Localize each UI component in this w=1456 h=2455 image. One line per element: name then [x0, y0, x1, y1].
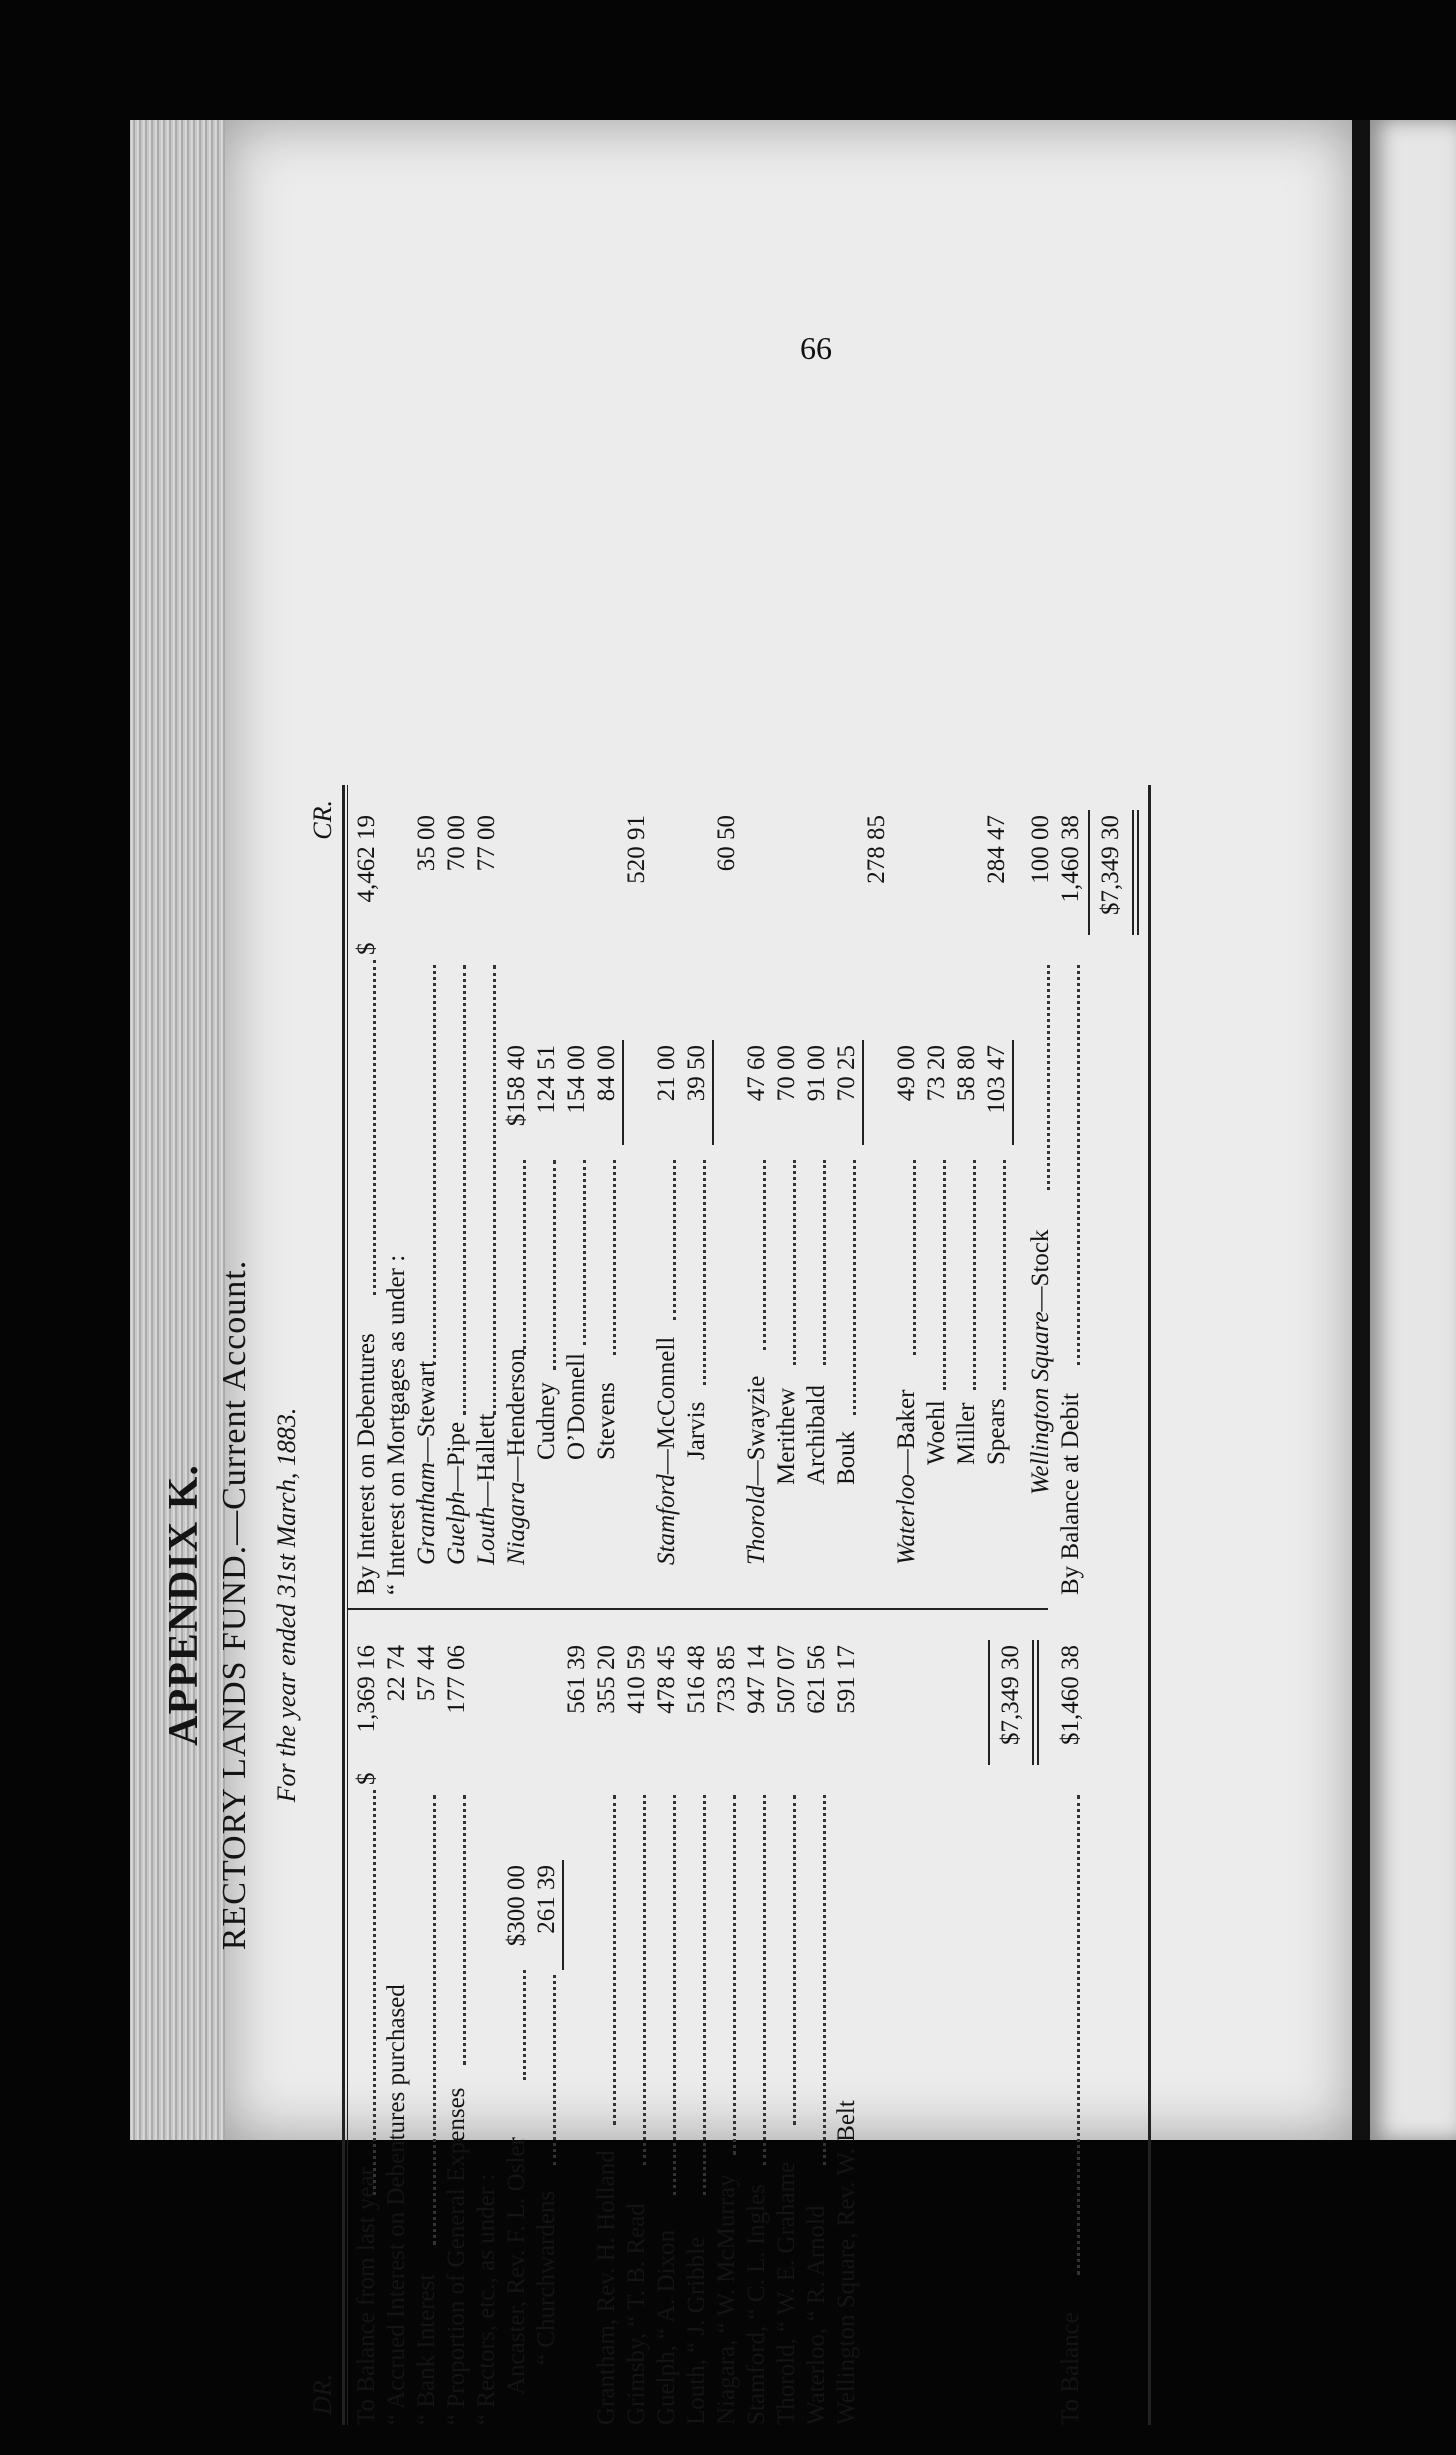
ledger-row [832, 785, 862, 1595]
sub-amount: 70 00 [773, 1045, 800, 1102]
entry-amount: 177 06 [443, 1645, 470, 1714]
entry-label: “ Interest on Mortgages as under : [383, 1254, 410, 1595]
sub-amount: 58 80 [953, 1045, 980, 1102]
to-balance-label: To Balance [1057, 2312, 1084, 2425]
ledger-row [532, 1625, 562, 2425]
rotated-ledger [160, 755, 1160, 2455]
sub-amount: 39 50 [683, 1045, 710, 1102]
ledger-row [412, 785, 442, 1595]
entry-amount: 478 45 [653, 1645, 680, 1714]
ledger-row [1026, 785, 1056, 1595]
leader-dots [793, 1795, 796, 2125]
sub-amount: 73 20 [923, 1045, 950, 1102]
entry-label: —Pipe [443, 1421, 470, 1492]
leader-dots [733, 1795, 736, 2155]
debit-mark: DR. [308, 2373, 337, 2415]
ledger-row [472, 1625, 502, 2425]
place-name: Grantham [413, 1462, 440, 1565]
entry-amount: 1,369 16 [353, 1645, 380, 1733]
ledger-row [682, 1625, 712, 2425]
leader-dots [703, 1160, 706, 1385]
place-name: Guelph [443, 1491, 470, 1565]
sub-amount: $158 40 [503, 1045, 530, 1127]
leader-dots [1077, 1795, 1080, 2275]
leader-dots [523, 1160, 526, 1355]
sub-amount: 124 51 [533, 1045, 560, 1114]
entry-label: Jarvis [683, 1401, 710, 1460]
entry-label: —Stewart [413, 1360, 440, 1463]
entry-label: Louth, “ J. Gribble [683, 2236, 710, 2425]
ledger-row [352, 785, 382, 1595]
debit-total: $7,349 30 [997, 1645, 1024, 1745]
appendix-title: APPENDIX K. [161, 1464, 207, 1746]
total-row [1096, 785, 1126, 1595]
place-name: Waterloo [893, 1474, 920, 1565]
ledger-row [832, 1625, 862, 2425]
entry-label: Miller [953, 1402, 980, 1465]
ledger-row [712, 785, 742, 1595]
leader-dots [973, 1160, 976, 1390]
entry-amount: 284 47 [983, 815, 1010, 884]
ledger-row [1056, 785, 1086, 1595]
leader-dots [373, 1790, 376, 2195]
ledger-row [382, 785, 412, 1595]
ledger-row [682, 785, 712, 1595]
entry-label: By Balance at Debit [1057, 1392, 1084, 1595]
ledger-row [802, 1625, 832, 2425]
sub-amount: 261 39 [533, 1865, 560, 1934]
entry-label: Merithew [773, 1387, 800, 1485]
entry-label: Spears [983, 1398, 1010, 1465]
leader-dots [523, 1970, 526, 2080]
entry-label: Woehl [923, 1400, 950, 1465]
total-double-rule [1137, 810, 1139, 935]
entry-amount: 947 14 [743, 1645, 770, 1714]
sub-amount: $300 00 [503, 1865, 530, 1947]
entry-amount: 77 00 [473, 815, 500, 872]
ledger-row [592, 785, 622, 1595]
sub-amount: 91 00 [803, 1045, 830, 1102]
sub-amount: 21 00 [653, 1045, 680, 1102]
ledger-row [532, 785, 562, 1595]
entry-label: Stamford, “ C. L. Ingles [743, 2184, 770, 2425]
sub-amount: 70 25 [833, 1045, 860, 1102]
ledger-row [742, 1625, 772, 2425]
subtotal-rule [1012, 1040, 1014, 1145]
period-line: For the year ended 31st March, 1883. [272, 1407, 301, 1803]
ledger-row [562, 785, 592, 1595]
entry-label: “ Rectors, etc., as under : [473, 2173, 500, 2425]
leader-dots [853, 1160, 856, 1415]
ledger-row [442, 1625, 472, 2425]
ledger-row [772, 785, 802, 1595]
ledger-row [862, 785, 892, 1595]
entry-amount: 22 74 [383, 1645, 410, 1702]
total-double-rule [1132, 810, 1134, 935]
entry-amount: 520 91 [623, 815, 650, 884]
leader-dots [673, 1795, 676, 2195]
leader-dots [643, 1795, 646, 2165]
entry-label: Archibald [803, 1385, 830, 1485]
ledger-row [982, 785, 1012, 1595]
entry-label: Niagara, “ W. McMurray [713, 2174, 740, 2425]
fund-title: RECTORY LANDS FUND.—Current Account. [216, 1259, 253, 1951]
ledger-row [712, 1625, 742, 2425]
entry-amount: 278 85 [863, 815, 890, 884]
entry-label: —Swayzie [743, 1375, 770, 1486]
total-rule [1088, 810, 1090, 935]
entry-label: By Interest on Debentures [353, 1333, 380, 1595]
entry-amount: 410 59 [623, 1645, 650, 1714]
entry-label: —Baker [893, 1389, 920, 1475]
center-divider [348, 1608, 1048, 1610]
ledger-row [742, 785, 772, 1595]
entry-label: —McConnell [653, 1336, 680, 1475]
ledger-row [622, 1625, 652, 2425]
entry-label: “ Proportion of General Expenses [443, 2087, 470, 2425]
leader-dots [553, 1975, 556, 2165]
leader-dots [1003, 1160, 1006, 1390]
leader-dots [493, 965, 496, 1415]
bottom-rule [1148, 785, 1151, 2425]
leader-dots [703, 1795, 706, 2195]
entry-label: O’Donnell [563, 1353, 590, 1460]
leader-dots [793, 1160, 796, 1365]
leader-dots [433, 965, 436, 1365]
leader-dots [913, 1160, 916, 1355]
entry-amount: 355 20 [593, 1645, 620, 1714]
leader-dots [613, 1795, 616, 2125]
credit-mark: CR. [308, 800, 337, 840]
credit-total: $7,349 30 [1097, 815, 1124, 915]
entry-label: Guelph, “ A. Dixon [653, 2229, 680, 2425]
ledger-row [442, 785, 472, 1595]
ledger-row [412, 1625, 442, 2425]
dollar-sign: $ [353, 942, 380, 955]
entry-label: “ Bank Interest [413, 2273, 440, 2425]
place-name: Niagara [503, 1481, 530, 1565]
sub-amount: 47 60 [743, 1045, 770, 1102]
leader-dots [823, 1160, 826, 1365]
entry-amount: 4,462 19 [353, 815, 380, 903]
total-rule [988, 1640, 990, 1765]
entry-label: To Balance from last year [353, 2167, 380, 2425]
place-name: Louth [473, 1506, 500, 1565]
ledger-row [472, 785, 502, 1595]
place-name: Thorold [743, 1485, 770, 1565]
total-double-rule [1032, 1640, 1034, 1765]
ledger-row [892, 785, 922, 1595]
place-name: Wellington Square [1027, 1311, 1054, 1495]
leader-dots [463, 965, 466, 1415]
entry-amount: 561 39 [563, 1645, 590, 1714]
place-name: Stamford [653, 1474, 680, 1565]
entry-amount: 60 50 [713, 815, 740, 872]
ledger-row [562, 1625, 592, 2425]
entry-amount: 1,460 38 [1057, 815, 1084, 903]
balance-row [1056, 1625, 1086, 2425]
entry-amount: 733 85 [713, 1645, 740, 1714]
sub-amount: 84 00 [593, 1045, 620, 1102]
entry-label: Grantham, Rev. H. Holland [593, 2150, 620, 2425]
sub-amount: 103 47 [983, 1045, 1010, 1114]
ledger-row [502, 1625, 532, 2425]
entry-label: Ancaster, Rev. F. L. Osler [503, 2137, 530, 2395]
leader-dots [553, 1160, 556, 1370]
entry-amount: 57 44 [413, 1645, 440, 1702]
entry-label: Waterloo, “ R. Arnold [803, 2205, 830, 2425]
ledger-row [502, 785, 532, 1595]
top-rule [342, 785, 345, 2425]
entry-label: —Hallett [473, 1413, 500, 1507]
leader-dots [583, 1160, 586, 1345]
leader-dots [673, 1160, 676, 1320]
entry-amount: 70 00 [443, 815, 470, 872]
ledger-row [382, 1625, 412, 2425]
sub-amount: 49 00 [893, 1045, 920, 1102]
leader-dots [433, 1795, 436, 2245]
entry-label: —Henderson [503, 1348, 530, 1482]
total-row [996, 1625, 1026, 2425]
page-gutter [1352, 120, 1370, 2140]
leader-dots [463, 1795, 466, 2065]
entry-label: Bouk [833, 1430, 860, 1485]
entry-label: —Stock [1027, 1229, 1054, 1312]
leader-dots [763, 1795, 766, 2165]
leader-dots [823, 1795, 826, 2165]
entry-label: “ Churchwardens [533, 2190, 560, 2365]
entry-label: Grimsby, “ T. B. Read [623, 2203, 650, 2425]
entry-amount: 591 17 [833, 1645, 860, 1714]
entry-amount: 100 00 [1027, 815, 1054, 884]
entry-label: “ Accrued Interest on Debentures purchased [383, 1984, 410, 2425]
ledger-row [922, 785, 952, 1595]
ledger-row [652, 1625, 682, 2425]
total-double-rule [1037, 1640, 1039, 1765]
leader-dots [1047, 965, 1050, 1190]
to-balance-amount: $1,460 38 [1057, 1645, 1084, 1745]
leader-dots [943, 1160, 946, 1390]
entry-amount: 35 00 [413, 815, 440, 872]
entry-amount: 621 56 [803, 1645, 830, 1714]
ledger-row [622, 785, 652, 1595]
leader-dots [373, 960, 376, 1295]
debit-side [348, 1625, 1148, 2425]
ledger-row [802, 785, 832, 1595]
ledger-row [952, 785, 982, 1595]
entry-label: Wellington Square, Rev. W. Belt [833, 2100, 860, 2425]
entry-amount: 516 48 [683, 1645, 710, 1714]
entry-label: Cudney [533, 1382, 560, 1460]
entry-label: Thorold, “ W. E. Grahame [773, 2161, 800, 2425]
ledger-row [592, 1625, 622, 2425]
leader-dots [613, 1160, 616, 1355]
ledger-row [652, 785, 682, 1595]
credit-side [348, 785, 1148, 1595]
dollar-sign: $ [353, 1772, 380, 1785]
page-number: 66 [800, 330, 832, 366]
leader-dots [763, 1160, 766, 1350]
facing-page-edge [1370, 120, 1456, 2140]
entry-amount: 507 07 [773, 1645, 800, 1714]
ledger-row [352, 1625, 382, 2425]
ledger-row [772, 1625, 802, 2425]
leader-dots [1077, 965, 1080, 1365]
entry-label: Stevens [593, 1382, 620, 1460]
sub-amount: 154 00 [563, 1045, 590, 1114]
